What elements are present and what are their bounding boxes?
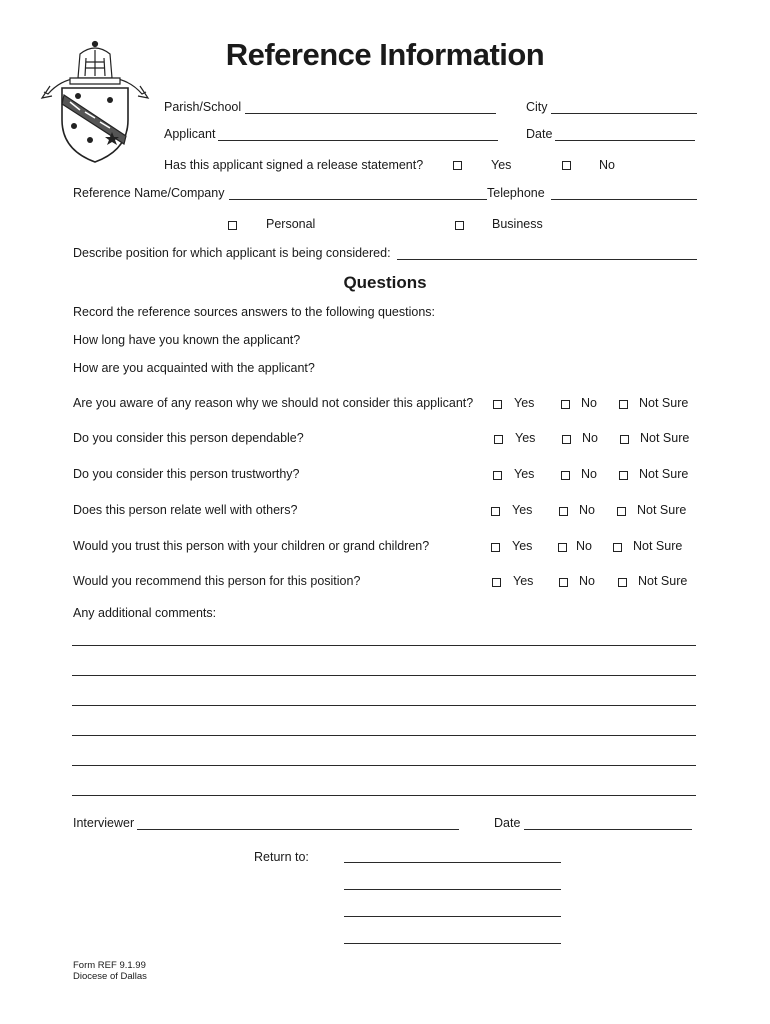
- answer-no-label: No: [579, 503, 595, 517]
- personal-label: Personal: [266, 217, 316, 231]
- return-to-label: Return to:: [254, 850, 309, 864]
- answer-no-label: No: [579, 574, 595, 588]
- answer-no-checkbox[interactable]: [558, 543, 567, 552]
- answer-yes-label: Yes: [514, 467, 535, 481]
- answer-yes-label: Yes: [515, 431, 536, 445]
- comment-line[interactable]: [72, 795, 696, 796]
- questions-instruction: Record the reference sources answers to the following questions:: [73, 305, 435, 319]
- comment-line[interactable]: [72, 675, 696, 676]
- answer-not-sure-label: Not Sure: [638, 574, 688, 588]
- release-yes-label: Yes: [491, 158, 512, 172]
- city-label: City: [526, 100, 548, 114]
- answer-not-sure-checkbox[interactable]: [613, 543, 622, 552]
- form-id: Form REF 9.1.99: [73, 960, 146, 971]
- describe-position-label: Describe position for which applicant is being considered:: [73, 246, 391, 260]
- interview-date-label: Date: [494, 816, 521, 830]
- interviewer-field[interactable]: [137, 829, 459, 830]
- telephone-field[interactable]: [551, 199, 697, 200]
- business-label: Business: [492, 217, 543, 231]
- answer-no-label: No: [582, 431, 598, 445]
- applicant-field[interactable]: [218, 140, 498, 141]
- answer-yes-label: Yes: [512, 539, 533, 553]
- question-how-long: How long have you known the applicant?: [73, 333, 301, 347]
- date-label: Date: [526, 127, 553, 141]
- parish-school-field[interactable]: [245, 113, 496, 114]
- answer-yes-label: Yes: [513, 574, 534, 588]
- interviewer-label: Interviewer: [73, 816, 135, 830]
- answer-not-sure-checkbox[interactable]: [620, 435, 629, 444]
- parish-school-label: Parish/School: [164, 100, 242, 114]
- question-row: Are you aware of any reason why we should not consider this applicant?: [73, 396, 474, 410]
- release-yes-checkbox[interactable]: [453, 161, 462, 170]
- answer-no-checkbox[interactable]: [561, 471, 570, 480]
- questions-heading: Questions: [343, 273, 427, 292]
- applicant-label: Applicant: [164, 127, 216, 141]
- answer-yes-label: Yes: [514, 396, 535, 410]
- reference-name-field[interactable]: [229, 199, 487, 200]
- answer-no-checkbox[interactable]: [561, 400, 570, 409]
- comment-line[interactable]: [72, 705, 696, 706]
- answer-not-sure-checkbox[interactable]: [619, 471, 628, 480]
- answer-not-sure-checkbox[interactable]: [619, 400, 628, 409]
- telephone-label: Telephone: [487, 186, 545, 200]
- question-row: Would you recommend this person for this position?: [73, 574, 361, 588]
- page-title: Reference Information: [225, 37, 545, 72]
- answer-not-sure-checkbox[interactable]: [618, 578, 627, 587]
- answer-yes-checkbox[interactable]: [492, 578, 501, 587]
- answer-not-sure-label: Not Sure: [637, 503, 687, 517]
- city-field[interactable]: [551, 113, 697, 114]
- question-row: Do you consider this person dependable?: [73, 431, 304, 445]
- reference-name-label: Reference Name/Company: [73, 186, 225, 200]
- answer-not-sure-label: Not Sure: [639, 467, 689, 481]
- return-to-line[interactable]: [344, 943, 561, 944]
- business-checkbox[interactable]: [455, 221, 464, 230]
- interview-date-field[interactable]: [524, 829, 692, 830]
- release-question: Has this applicant signed a release statement?: [164, 158, 424, 172]
- answer-no-checkbox[interactable]: [559, 578, 568, 587]
- release-no-checkbox[interactable]: [562, 161, 571, 170]
- answer-no-checkbox[interactable]: [562, 435, 571, 444]
- question-acquainted: How are you acquainted with the applicant?: [73, 361, 315, 375]
- return-to-line[interactable]: [344, 889, 561, 890]
- comments-label: Any additional comments:: [73, 606, 217, 620]
- answer-not-sure-checkbox[interactable]: [617, 507, 626, 516]
- answer-no-checkbox[interactable]: [559, 507, 568, 516]
- describe-position-field[interactable]: [397, 259, 697, 260]
- date-field[interactable]: [555, 140, 695, 141]
- question-row: Does this person relate well with others?: [73, 503, 298, 517]
- answer-yes-label: Yes: [512, 503, 533, 517]
- answer-yes-checkbox[interactable]: [491, 507, 500, 516]
- release-no-label: No: [599, 158, 615, 172]
- answer-yes-checkbox[interactable]: [491, 543, 500, 552]
- question-row: Do you consider this person trustworthy?: [73, 467, 300, 481]
- return-to-line[interactable]: [344, 862, 561, 863]
- question-row: Would you trust this person with your children or grand children?: [73, 539, 430, 553]
- comment-line[interactable]: [72, 765, 696, 766]
- answer-not-sure-label: Not Sure: [633, 539, 683, 553]
- personal-checkbox[interactable]: [228, 221, 237, 230]
- comment-line[interactable]: [72, 645, 696, 646]
- comment-line[interactable]: [72, 735, 696, 736]
- answer-no-label: No: [581, 396, 597, 410]
- answer-not-sure-label: Not Sure: [639, 396, 689, 410]
- answer-yes-checkbox[interactable]: [494, 435, 503, 444]
- answer-no-label: No: [576, 539, 592, 553]
- organization-name: Diocese of Dallas: [73, 971, 147, 982]
- answer-not-sure-label: Not Sure: [640, 431, 690, 445]
- answer-no-label: No: [581, 467, 597, 481]
- return-to-line[interactable]: [344, 916, 561, 917]
- answer-yes-checkbox[interactable]: [493, 471, 502, 480]
- answer-yes-checkbox[interactable]: [493, 400, 502, 409]
